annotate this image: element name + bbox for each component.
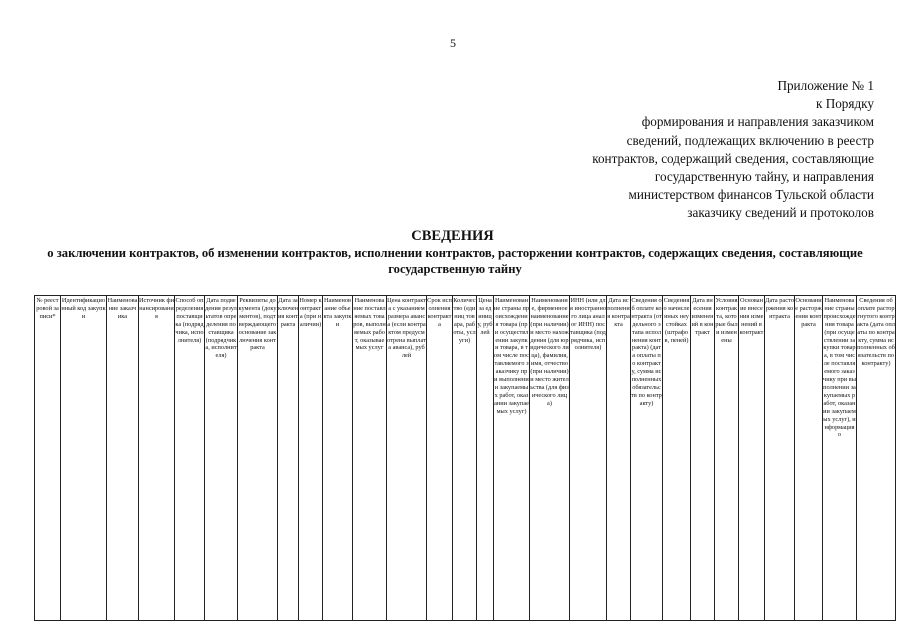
column-header: Наименование заказчика (107, 296, 139, 621)
appendix-line: к Порядку (815, 96, 874, 112)
column-header: Основание внесения изменений в контракт (739, 296, 765, 621)
document-title: СВЕДЕНИЯ (411, 228, 494, 244)
column-header: Срок исполнения контракта (427, 296, 453, 621)
column-header: Наименование поставляемых товаров, выполняемых работ, оказываемых услуг (353, 296, 387, 621)
appendix-line: заказчику сведений и протоколов (687, 205, 874, 221)
appendix-block (494, 77, 874, 223)
column-header: ИНН (или для иностранного лица аналог ИНН) поставщика (подрядчика, исполнителя) (570, 296, 607, 621)
column-header: Сведения о начисленных неустойках (штрафов, пеней) (663, 296, 691, 621)
column-header: Сведения об оплате контракта (отдельного этапа исполнения контракта) (дата оплаты по контракту, сумма исполненных обязательств по контракту) (631, 296, 663, 621)
contracts-table (34, 295, 896, 621)
column-header: Наименование, фирменное наименование (при наличии) и место нахождения (для юридического лица), фамилия, имя, отчество (при наличии) и место жительства (для физического лица) (530, 296, 570, 621)
column-header: Наименование страны происхождения товара (при осуществлении закупки товара, в том числе поставляемого заказчику при выполнении закупаемых работ, оказании закупаемых услуг), информация о (823, 296, 857, 621)
document-subtitle: о заключении контрактов, об изменении контрактов, исполнении контрактов, расторжении контрактов, содержащих сведения, составляющие государственную тайну (47, 246, 863, 276)
column-header: Основание расторжения контракта (795, 296, 823, 621)
column-header: Количество (единиц товара, работы, услуги) (453, 296, 477, 621)
column-header: Источник финансирования (139, 296, 175, 621)
column-header: Способ определения поставщика (подрядчика, исполнителя) (175, 296, 205, 621)
table-header-row (35, 296, 896, 621)
appendix-line: государственную тайну, и направления (654, 169, 874, 185)
column-header: Цена контракта с указанием размера аванса (если контрактом предусмотрена выплата аванса), рублей (387, 296, 427, 621)
column-header: Цена за единицу, рублей (477, 296, 494, 621)
column-header: Дата исполнения контракта (607, 296, 631, 621)
column-header: № реестровой записи* (35, 296, 61, 621)
column-header: Дата расторжения контракта (765, 296, 795, 621)
column-header: Реквизиты документа (документов), подтверждающего основание заключения контракта (238, 296, 278, 621)
appendix-line: Приложение № 1 (777, 78, 874, 93)
column-header: Наименование объекта закупки (323, 296, 353, 621)
column-header: Дата подведения результатов определения поставщика (подрядчика, исполнителя) (205, 296, 238, 621)
column-header: Сведения об оплате расторгнутого контракта (дата оплаты по контракту, сумма исполненных обязательств по контракту) (857, 296, 896, 621)
appendix-line: формирования и направления заказчиком (641, 114, 874, 130)
column-header: Идентификационный код закупки (61, 296, 107, 621)
appendix-line: контрактов, содержащий сведения, составляющие (592, 150, 874, 166)
appendix-line: сведений, подлежащих включению в реестр (626, 132, 874, 148)
column-header: Номер контракта (при наличии) (299, 296, 323, 621)
column-header: Дата внесения изменений в контракт (691, 296, 715, 621)
column-header: Дата заключения контракта (278, 296, 299, 621)
column-header: Наименование страны происхождения товара (при осуществлении закупки товара, в том числе поставляемого заказчику при выполнении закупаемых работ, оказании закупаемых услуг) (494, 296, 530, 621)
appendix-line: министерством финансов Тульской области (628, 187, 874, 203)
page-number: 5 (450, 36, 456, 50)
column-header: Условия контракта, которые были изменены (715, 296, 739, 621)
